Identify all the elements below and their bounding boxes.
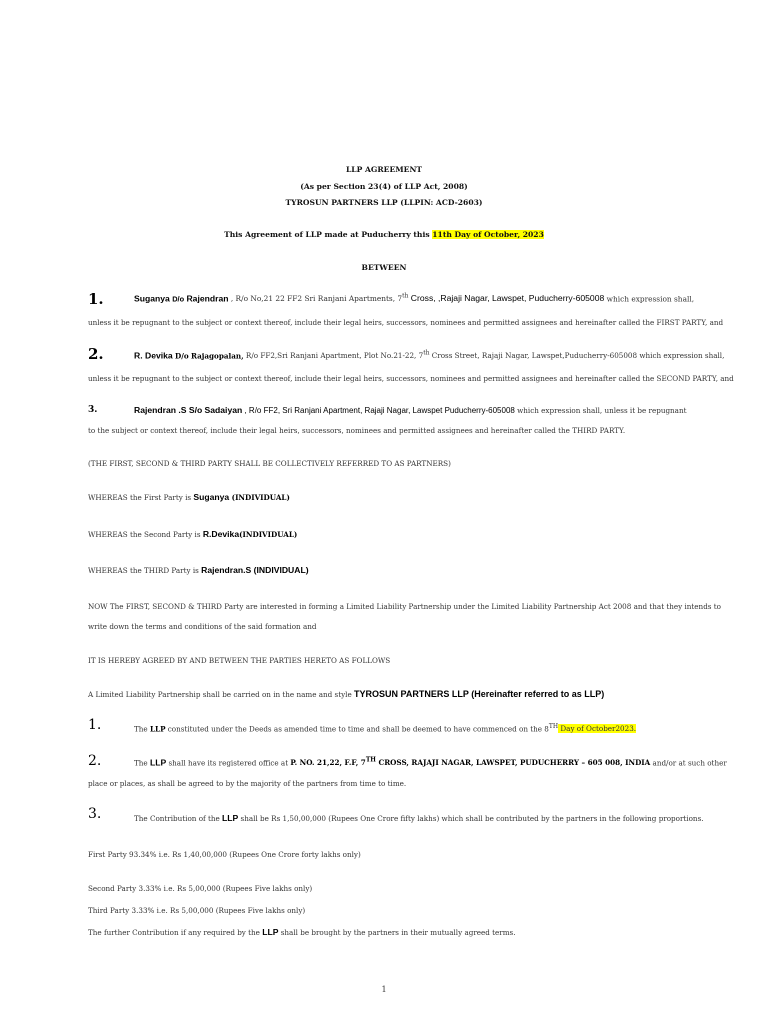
contribution-first-party: First Party 93.34% i.e. Rs 1,40,00,000 (Rupees One Crore forty lakhs only) bbox=[88, 850, 361, 859]
now-line-1: NOW The FIRST, SECOND & THIRD Party are interested in forming a Limited Liability Partnership under the Limited Liability Partnership Act 2008 and that they intends to bbox=[88, 602, 721, 611]
party-1-line bbox=[134, 293, 694, 303]
whereas-second: WHEREAS the Second Party is R.Devika(INDIVIDUAL) bbox=[88, 529, 298, 539]
clause-2-text: The LLP shall have its registered office at P. NO. 21,22, F.F, 7TH CROSS, RAJAJI NAGAR, LAWSPET, PUDUCHERRY – 605 008, INDIA and/or at such other bbox=[134, 757, 727, 768]
party-3-relation: S/o bbox=[188, 405, 203, 415]
contribution-third-party: Third Party 3.33% i.e. Rs 5,00,000 (Rupees Five lakhs only) bbox=[88, 906, 306, 915]
agreement-date-highlight: 11th Day of October, 2023 bbox=[432, 230, 544, 239]
party-2-line bbox=[134, 350, 724, 360]
clause-3-text: The Contribution of the LLP shall be Rs 1,50,00,000 (Rupees One Crore fifty lakhs) which shall be contributed by the partners in the following proportions. bbox=[134, 813, 704, 823]
further-contribution: The further Contribution if any required by the LLP shall be brought by the partners in their mutually agreed terms. bbox=[88, 927, 516, 937]
document-title: LLP AGREEMENT bbox=[345, 165, 423, 174]
whereas-third: WHEREAS the THIRD Party is Rajendran.S (INDIVIDUAL) bbox=[88, 565, 309, 575]
party-1-parent: Rajendran bbox=[186, 293, 229, 304]
agreement-date-line bbox=[0, 230, 768, 239]
party-3-line bbox=[134, 405, 686, 415]
party-1-name: Suganya bbox=[134, 293, 170, 304]
whereas-second-name: R.Devika bbox=[202, 529, 240, 539]
party-2-parent: Rajagopalan, bbox=[190, 351, 244, 361]
whereas-third-name: Rajendran.S (INDIVIDUAL) bbox=[201, 565, 309, 575]
contribution-second-party: Second Party 3.33% i.e. Rs 5,00,000 (Rupees Five lakhs only) bbox=[88, 884, 313, 893]
party-3-line2: to the subject or context thereof, include their legal heirs, successors, nominees and permitted assignees and hereinafter called the THIRD PARTY. bbox=[88, 426, 626, 435]
party-2-number: 2. bbox=[88, 345, 104, 363]
collective-reference: (THE FIRST, SECOND & THIRD PARTY SHALL BE COLLECTIVELY REFERRED TO AS PARTNERS) bbox=[88, 459, 451, 468]
party-3-number: 3. bbox=[88, 405, 98, 415]
clause-3-number: 3. bbox=[88, 806, 102, 822]
name-and-style-line: A Limited Liability Partnership shall be carried on in the name and style TYROSUN PARTNERS LLP (Hereinafter referred to as LLP) bbox=[88, 689, 605, 699]
party-2-address: R/o FF2,Sri Ranjani Apartment, Plot No.21-22, 7th Cross Street, Rajaji Nagar, Lawspet,Puducherry-605008 which expression shall, bbox=[243, 350, 725, 361]
party-1-number: 1. bbox=[88, 290, 104, 308]
page-number: 1 bbox=[381, 985, 387, 994]
now-line-2: write down the terms and conditions of the said formation and bbox=[88, 622, 317, 631]
agreed-heading: IT IS HEREBY AGREED BY AND BETWEEN THE PARTIES HERETO AS FOLLOWS bbox=[88, 656, 391, 665]
commencement-date-highlight: Day of October2023. bbox=[558, 724, 637, 734]
party-2-name: R. Devika bbox=[134, 350, 173, 361]
party-3-tail: which expression shall, unless it be repugnant bbox=[514, 406, 687, 415]
party-3-parent: Sadaiyan bbox=[204, 405, 243, 415]
document-subtitle: (As per Section 23(4) of LLP Act, 2008) bbox=[300, 182, 468, 191]
made-at-text: This Agreement of LLP made at Puducherry this bbox=[224, 230, 433, 239]
whereas-first: WHEREAS the First Party is Suganya (INDIVIDUAL) bbox=[88, 492, 290, 502]
llp-name-bold: TYROSUN PARTNERS LLP (Hereinafter referred to as LLP) bbox=[354, 689, 605, 699]
between-heading: BETWEEN bbox=[361, 263, 407, 272]
clause-1-text: The LLP constituted under the Deeds as amended time to time and shall be deemed to have commenced on the 8TH Day of October2023. bbox=[134, 723, 637, 734]
party-2-line2: unless it be repugnant to the subject or context thereof, include their legal heirs, successors, nominees and permitted assignees and hereinafter called the SECOND PARTY, and bbox=[88, 374, 734, 383]
party-1-line2: unless it be repugnant to the subject or context thereof, include their legal heirs, successors, nominees and permitted assignees and hereinafter called the FIRST PARTY, and bbox=[88, 318, 724, 327]
clause-1-number: 1. bbox=[88, 717, 102, 733]
party-3-address: , R/o FF2, Sri Ranjani Apartment, Rajaji Nagar, Lawspet Puducherry-605008 bbox=[242, 406, 515, 415]
firm-name: TYROSUN PARTNERS LLP (LLPIN: ACD-2603) bbox=[285, 198, 483, 207]
registered-office-address: P. NO. 21,22, F.F, 7TH CROSS, RAJAJI NAGAR, LAWSPET, PUDUCHERRY – 605 008, INDIA bbox=[290, 757, 651, 768]
party-1-relation: D/o bbox=[172, 294, 185, 304]
whereas-first-name: Suganya bbox=[193, 492, 230, 502]
party-2-relation: D/o bbox=[175, 351, 189, 361]
party-3-name: Rajendran .S bbox=[134, 405, 187, 415]
party-1-tail: which expression shall, bbox=[604, 294, 695, 304]
clause-2-line2: place or places, as shall be agreed to by the majority of the partners from time to time. bbox=[88, 779, 407, 788]
party-1-address: , R/o No,21 22 FF2 Sri Ranjani Apartments, 7th Cross, ,Rajaji Nagar, Lawspet, Puducherry-605008 bbox=[228, 293, 605, 304]
clause-2-number: 2. bbox=[88, 753, 102, 769]
